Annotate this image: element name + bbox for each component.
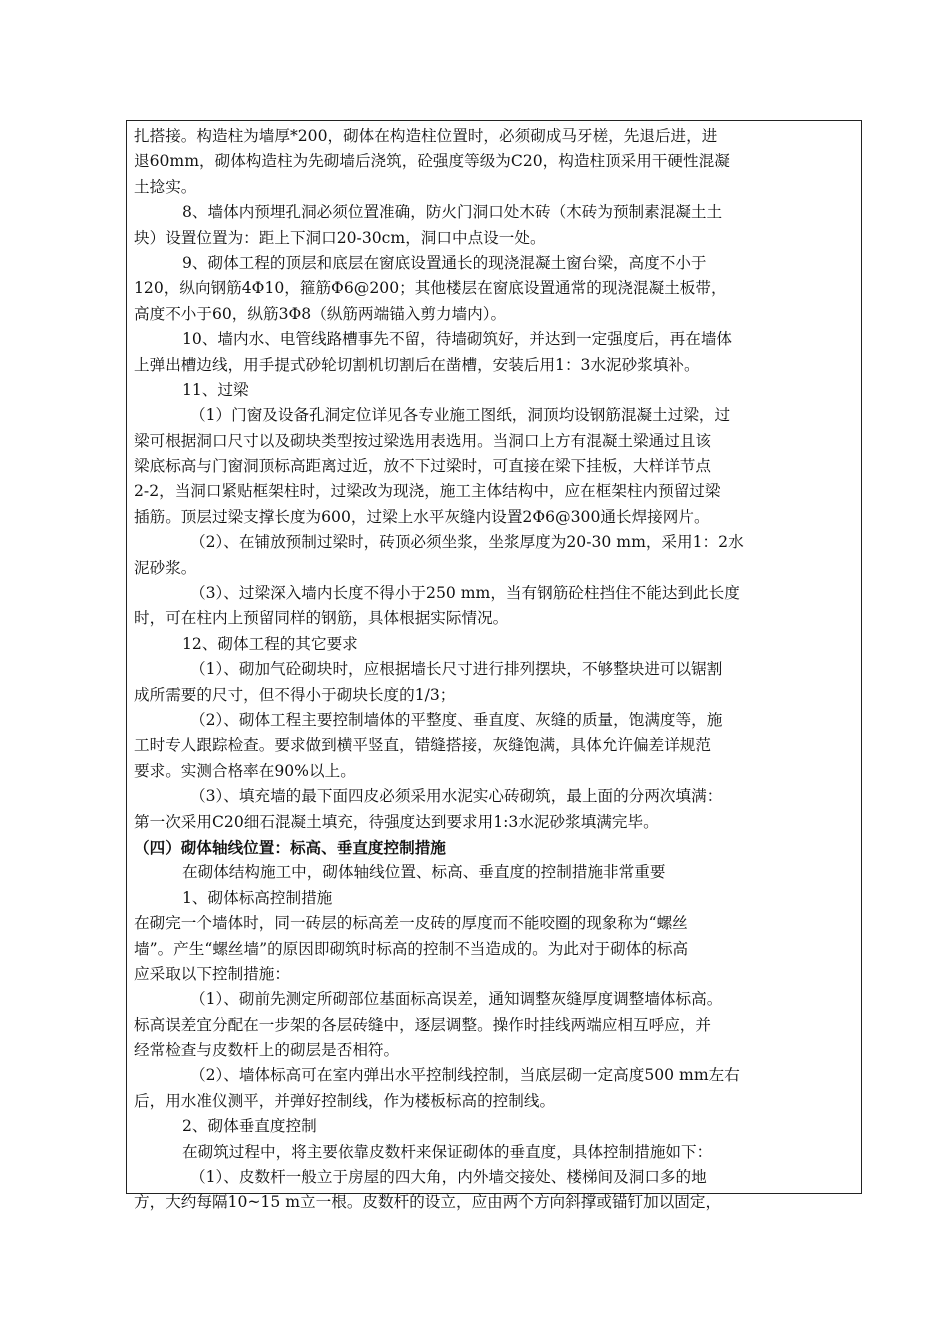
text-line: 土捻实。 bbox=[134, 177, 197, 196]
text-line: 1、砌体标高控制措施 bbox=[182, 888, 333, 907]
text-line: 在砌筑过程中，将主要依靠皮数杆来保证砌体的垂直度，具体控制措施如下： bbox=[182, 1142, 713, 1161]
text-line: （1）、砌加气砼砌块时，应根据墙长尺寸进行排列摆块，不够整块进可以锯割 bbox=[190, 660, 723, 679]
text-line: 上弹出槽边线，用手提式砂轮切割机切割后在凿槽，安装后用1：3水泥砂浆填补。 bbox=[134, 355, 700, 374]
text-line: 在砌完一个墙体时，同一砖层的标高差一皮砖的厚度而不能咬圈的现象称为“螺丝 bbox=[134, 914, 688, 933]
text-line: 方，大约每隔10~15 m立一根。皮数杆的设立，应由两个方向斜撑或锚钉加以固定， bbox=[134, 1193, 722, 1212]
text-line: （1）、皮数杆一般立于房屋的四大角，内外墙交接处、楼梯间及洞口多的地 bbox=[190, 1168, 707, 1187]
text-line: 11、过梁 bbox=[182, 380, 249, 399]
text-line: 标高误差宜分配在一步架的各层砖缝中，逐层调整。操作时挂线两端应相互呼应，并 bbox=[134, 1015, 711, 1034]
text-line: 120，纵向钢筋4Φ10，箍筋Φ6@200；其他楼层在窗底设置通常的现浇混凝土板带， bbox=[134, 279, 727, 298]
text-line: 后，用水准仪测平，并弹好控制线，作为楼板标高的控制线。 bbox=[134, 1091, 556, 1110]
text-line: 扎搭接。构造柱为墙厚*200，砌体在构造柱位置时，必须砌成马牙槎，先退后进，进 bbox=[134, 127, 718, 145]
text-line: （1）、砌前先测定所砌部位基面标高误差，通知调整灰缝厚度调整墙体标高。 bbox=[190, 990, 723, 1009]
text-line: 要求。实测合格率在90%以上。 bbox=[134, 761, 356, 780]
text-line: （3）、过梁深入墙内长度不得小于250 mm，当有钢筋砼柱挡住不能达到此长度 bbox=[190, 584, 740, 603]
text-line: 第一次采用C20细石混凝土填充，待强度达到要求用1:3水泥砂浆填满完毕。 bbox=[134, 812, 659, 831]
text-line: 高度不小于60，纵筋3Φ8（纵筋两端锚入剪力墙内）。 bbox=[134, 304, 507, 323]
text-line: 经常检查与皮数杆上的砌层是否相符。 bbox=[134, 1041, 400, 1060]
text-line: 在砌体结构施工中，砌体轴线位置、标高、垂直度的控制措施非常重要 bbox=[182, 863, 666, 882]
text-line: 时，可在柱内上预留同样的钢筋，具体根据实际情况。 bbox=[134, 609, 509, 628]
text-line: 退60mm，砌体构造柱为先砌墙后浇筑，砼强度等级为C20，构造柱顶采用干硬性混凝 bbox=[134, 152, 730, 171]
text-line: 梁可根据洞口尺寸以及砌块类型按过梁选用表选用。当洞口上方有混凝土梁通过且该 bbox=[134, 431, 711, 450]
text-line: 块）设置位置为：距上下洞口20-30cm，洞口中点设一处。 bbox=[134, 228, 546, 247]
text-line: 9、砌体工程的顶层和底层在窗底设置通长的现浇混凝土窗台梁，高度不小于 bbox=[182, 253, 707, 272]
text-line: （3）、填充墙的最下面四皮必须采用水泥实心砖砌筑，最上面的分两次填满： bbox=[190, 787, 723, 806]
text-line: 插筋。顶层过梁支撑长度为600，过梁上水平灰缝内设置2Φ6@300通长焊接网片。 bbox=[134, 507, 710, 526]
text-line: 应采取以下控制措施： bbox=[134, 964, 290, 983]
text-line: 2、砌体垂直度控制 bbox=[182, 1117, 317, 1136]
section-heading: （四）砌体轴线位置：标高、垂直度控制措施 bbox=[134, 837, 446, 857]
document-body bbox=[134, 124, 856, 1216]
text-line: （2）、砌体工程主要控制墙体的平整度、垂直度、灰缝的质量，饱满度等，施 bbox=[190, 710, 723, 729]
text-line: 梁底标高与门窗洞顶标高距离过近，放不下过梁时，可直接在梁下挂板，大样详节点 bbox=[134, 457, 711, 476]
text-line: （1）门窗及设备孔洞定位详见各专业施工图纸，洞顶均设钢筋混凝土过梁，过 bbox=[190, 406, 731, 425]
text-line: 2-2，当洞口紧贴框架柱时，过梁改为现浇，施工主体结构中，应在框架柱内预留过梁 bbox=[134, 482, 721, 501]
text-line: 墙”。产生“螺丝墙”的原因即砌筑时标高的控制不当造成的。为此对于砌体的标高 bbox=[134, 939, 689, 958]
text-line: （2）、墙体标高可在室内弹出水平控制线控制，当底层砌一定高度500 mm左右 bbox=[190, 1066, 740, 1085]
text-line: 10、墙内水、电管线路槽事先不留，待墙砌筑好，并达到一定强度后，再在墙体 bbox=[182, 330, 733, 349]
text-line: 工时专人跟踪检查。要求做到横平竖直，错缝搭接，灰缝饱满，具体允许偏差详规范 bbox=[134, 736, 711, 755]
text-line: 12、砌体工程的其它要求 bbox=[182, 634, 358, 653]
text-line: 成所需要的尺寸，但不得小于砌块长度的1/3； bbox=[134, 685, 456, 704]
text-line: 泥砂浆。 bbox=[134, 558, 197, 577]
text-line: （2）、在铺放预制过梁时，砖顶必须坐浆，坐浆厚度为20-30 mm，采用1：2水 bbox=[190, 533, 744, 552]
text-line: 8、墙体内预埋孔洞必须位置准确，防火门洞口处木砖（木砖为预制素混凝土土 bbox=[182, 203, 723, 222]
